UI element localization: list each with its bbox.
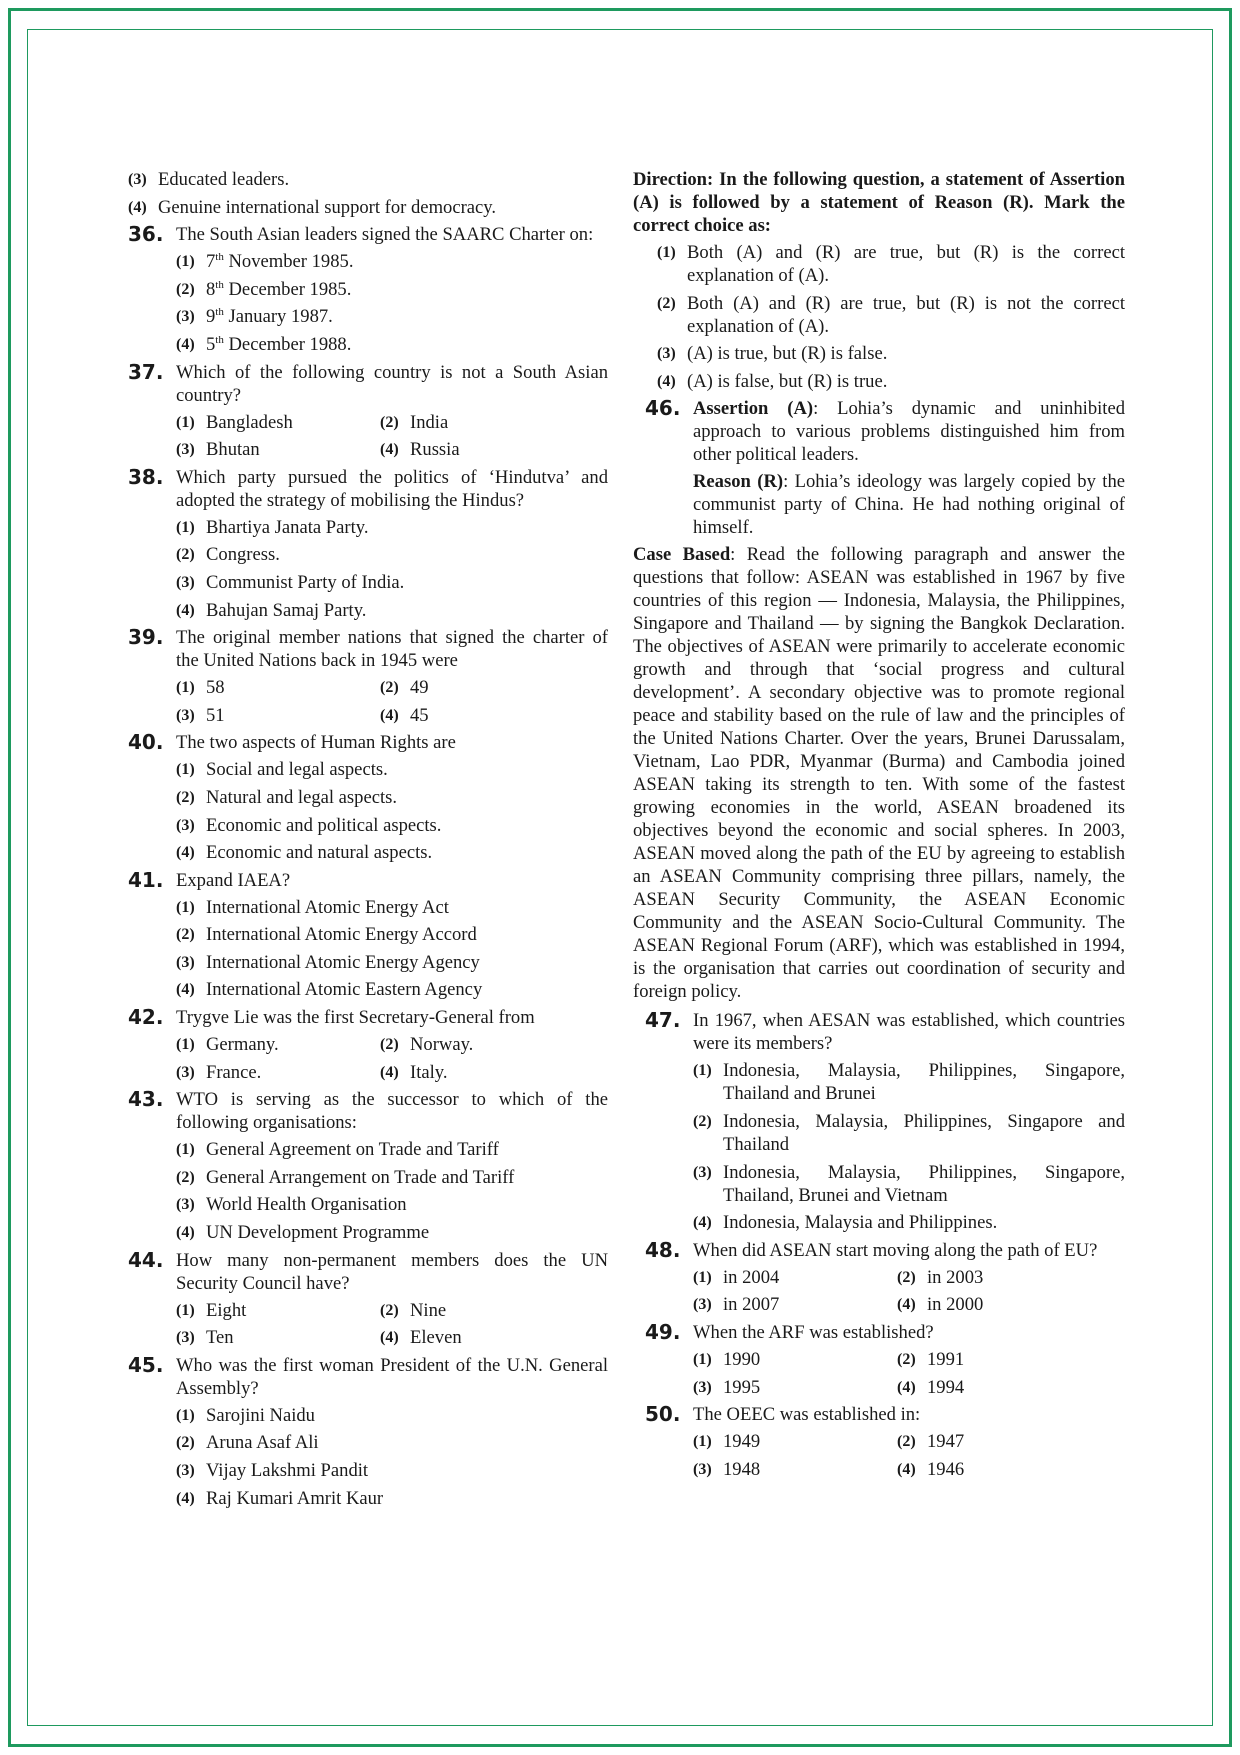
option-text: Congress. bbox=[206, 544, 280, 566]
option bbox=[176, 841, 608, 864]
option-number: (4) bbox=[380, 441, 399, 459]
option bbox=[176, 676, 380, 699]
option-number: (2) bbox=[380, 413, 399, 431]
option bbox=[657, 241, 1125, 287]
option-text: 1994 bbox=[927, 1376, 965, 1398]
option-number: (1) bbox=[176, 1406, 195, 1424]
options bbox=[693, 1266, 1125, 1317]
option-number: (2) bbox=[176, 280, 195, 298]
option-number: (4) bbox=[897, 1296, 916, 1314]
options bbox=[176, 758, 608, 864]
option bbox=[897, 1293, 1125, 1316]
option-number: (4) bbox=[176, 1224, 195, 1242]
option-text: Communist Party of India. bbox=[206, 571, 405, 593]
option-date: December 1985. bbox=[223, 278, 352, 300]
option-text: International Atomic Energy Accord bbox=[206, 924, 477, 946]
option-number: (3) bbox=[176, 1063, 195, 1081]
option-text: Natural and legal aspects. bbox=[206, 786, 398, 808]
option-text: International Atomic Energy Act bbox=[206, 896, 449, 918]
option-number: (4) bbox=[176, 601, 195, 619]
option bbox=[176, 1459, 608, 1482]
option bbox=[176, 543, 608, 566]
option-text: Economic and natural aspects. bbox=[206, 842, 433, 864]
option-text: (A) is false, but (R) is true. bbox=[687, 370, 888, 392]
option-text: 1948 bbox=[723, 1458, 761, 1480]
option bbox=[176, 1193, 608, 1216]
option-text: 1947 bbox=[927, 1431, 965, 1453]
option-text: 1995 bbox=[723, 1376, 761, 1398]
option-number: (2) bbox=[176, 1168, 195, 1186]
direction-options bbox=[633, 241, 1125, 393]
direction-text: Direction: In the following question, a statement of Assertion (A) is followed by a statement of Reason (R). Mark the correct choice as: bbox=[633, 169, 1125, 236]
option-text: Indonesia, Malaysia, Philippines, Singapore, Thailand, Brunei and Vietnam bbox=[723, 1161, 1125, 1206]
option bbox=[380, 676, 608, 699]
option bbox=[693, 1110, 1125, 1156]
right-column bbox=[633, 168, 1125, 1485]
option-number: (1) bbox=[693, 1433, 712, 1451]
question-number: 37. bbox=[128, 359, 164, 384]
option bbox=[176, 278, 608, 301]
question-text: When did ASEAN start moving along the path of EU? bbox=[693, 1239, 1098, 1261]
option-number: (4) bbox=[176, 844, 195, 862]
option-number: (2) bbox=[380, 679, 399, 697]
question-number: 49. bbox=[645, 1319, 681, 1344]
reason-text: : Lohia’s ideology was largely copied by the communist party of China. He had nothing original of himself. bbox=[693, 471, 1126, 539]
option bbox=[176, 571, 608, 594]
option-number: (1) bbox=[176, 413, 195, 431]
question-text: Which party pursued the politics of ‘Hindutva’ and adopted the strategy of mobilising the Hindus? bbox=[176, 466, 608, 511]
question-38 bbox=[128, 466, 608, 622]
question-text: How many non-permanent members does the UN Security Council have? bbox=[176, 1249, 608, 1294]
option bbox=[176, 250, 608, 273]
option-text: Genuine international support for democracy. bbox=[158, 196, 497, 218]
option-text: Raj Kumari Amrit Kaur bbox=[206, 1487, 384, 1509]
option-number: (1) bbox=[693, 1268, 712, 1286]
reason bbox=[693, 470, 1125, 539]
option bbox=[380, 1299, 608, 1322]
question-40 bbox=[128, 731, 608, 864]
option-number: (1) bbox=[176, 253, 195, 271]
option-number: (3) bbox=[693, 1460, 712, 1478]
option bbox=[176, 1487, 608, 1510]
option bbox=[657, 342, 1125, 365]
option-text: Indonesia, Malaysia, Philippines, Singapore, Thailand and Brunei bbox=[723, 1060, 1125, 1105]
option-number: (1) bbox=[176, 1301, 195, 1319]
question-36 bbox=[128, 223, 608, 356]
option-text: Indonesia, Malaysia, Philippines, Singapore and Thailand bbox=[723, 1110, 1125, 1155]
option-text: Indonesia, Malaysia and Philippines. bbox=[723, 1212, 998, 1234]
option-number: (2) bbox=[176, 1434, 195, 1452]
option-number: (3) bbox=[693, 1296, 712, 1314]
option-text: General Arrangement on Trade and Tariff bbox=[206, 1166, 515, 1188]
question-45 bbox=[128, 1354, 608, 1510]
option bbox=[380, 1061, 608, 1084]
question-text: When the ARF was established? bbox=[693, 1321, 934, 1343]
question-text: Who was the first woman President of the U.N. General Assembly? bbox=[176, 1354, 608, 1399]
option-number: (1) bbox=[176, 518, 195, 536]
question-46 bbox=[633, 397, 1125, 539]
option bbox=[693, 1161, 1125, 1207]
assertion-text: : Lohia’s dynamic and uninhibited approach to various problems distinguished him from other political leaders. bbox=[693, 398, 1125, 466]
option-number: (3) bbox=[176, 441, 195, 459]
case-paragraph bbox=[633, 543, 1125, 1003]
question-number: 48. bbox=[645, 1237, 681, 1262]
case-label: Case Based bbox=[633, 544, 731, 566]
question-42 bbox=[128, 1006, 608, 1084]
option bbox=[176, 1326, 380, 1349]
option-text: Sarojini Naidu bbox=[206, 1404, 315, 1426]
option-number: (4) bbox=[693, 1214, 712, 1232]
option-number: (3) bbox=[176, 308, 195, 326]
option bbox=[897, 1430, 1125, 1453]
option bbox=[176, 1061, 380, 1084]
option-number: (4) bbox=[176, 335, 195, 353]
option-day: 5 bbox=[206, 333, 216, 355]
option-number: (4) bbox=[897, 1460, 916, 1478]
option bbox=[657, 292, 1125, 338]
options bbox=[176, 1404, 608, 1510]
option-number: (4) bbox=[128, 198, 147, 216]
options bbox=[176, 1138, 608, 1244]
question-number: 42. bbox=[128, 1005, 164, 1030]
option-number: (2) bbox=[657, 294, 676, 312]
option bbox=[176, 786, 608, 809]
option-number: (3) bbox=[128, 171, 147, 188]
question-number: 41. bbox=[128, 867, 164, 892]
option bbox=[693, 1059, 1125, 1105]
option bbox=[176, 814, 608, 837]
options bbox=[176, 676, 608, 727]
option bbox=[693, 1293, 897, 1316]
option-number: (1) bbox=[693, 1062, 712, 1080]
option-number: (1) bbox=[176, 1036, 195, 1054]
question-text: The South Asian leaders signed the SAARC Charter on: bbox=[176, 224, 594, 246]
option bbox=[176, 305, 608, 328]
option bbox=[176, 438, 380, 461]
question-text: Which of the following country is not a South Asian country? bbox=[176, 361, 608, 406]
question-number: 45. bbox=[128, 1352, 164, 1377]
options bbox=[176, 1299, 608, 1350]
assertion bbox=[693, 397, 1125, 466]
option bbox=[897, 1266, 1125, 1289]
option-number: (3) bbox=[176, 953, 195, 971]
option bbox=[380, 411, 608, 434]
option-text: Eight bbox=[206, 1299, 247, 1321]
option-text: UN Development Programme bbox=[206, 1222, 430, 1244]
option bbox=[176, 758, 608, 781]
option-text: in 2003 bbox=[927, 1266, 984, 1288]
question-text: In 1967, when AESAN was established, which countries were its members? bbox=[693, 1010, 1125, 1055]
option-text: Bahujan Samaj Party. bbox=[206, 599, 367, 621]
option bbox=[380, 704, 608, 727]
option-number: (4) bbox=[380, 706, 399, 724]
option bbox=[897, 1348, 1125, 1371]
question-text: The original member nations that signed the charter of the United Nations back in 1945 were bbox=[176, 627, 608, 672]
option-text: Eleven bbox=[410, 1327, 462, 1349]
option bbox=[128, 168, 608, 191]
question-text: The OEEC was established in: bbox=[693, 1404, 921, 1426]
option-text: International Atomic Eastern Agency bbox=[206, 979, 483, 1001]
option-number: (2) bbox=[176, 546, 195, 564]
option bbox=[176, 411, 380, 434]
question-48 bbox=[633, 1239, 1125, 1317]
option bbox=[176, 1033, 380, 1056]
option-day: 7 bbox=[206, 251, 216, 273]
option-number: (2) bbox=[897, 1433, 916, 1451]
option bbox=[693, 1376, 897, 1399]
options bbox=[176, 896, 608, 1002]
option-number: (3) bbox=[176, 816, 195, 834]
option-text: 51 bbox=[206, 704, 225, 726]
option-text: Ten bbox=[206, 1327, 234, 1349]
option-text: 1946 bbox=[927, 1458, 965, 1480]
option-text: Aruna Asaf Ali bbox=[206, 1432, 319, 1454]
option-number: (4) bbox=[897, 1378, 916, 1396]
option bbox=[380, 438, 608, 461]
option-text: 45 bbox=[410, 704, 429, 726]
question-number: 46. bbox=[645, 396, 681, 421]
question-text: The two aspects of Human Rights are bbox=[176, 732, 456, 754]
option-ordinal: th bbox=[215, 333, 224, 346]
option-text: in 2004 bbox=[723, 1266, 780, 1288]
option bbox=[897, 1458, 1125, 1481]
option bbox=[176, 599, 608, 622]
question-41 bbox=[128, 869, 608, 1002]
option bbox=[176, 704, 380, 727]
option-text: in 2007 bbox=[723, 1294, 780, 1316]
question-37 bbox=[128, 361, 608, 462]
options bbox=[176, 1033, 608, 1084]
option-number: (3) bbox=[693, 1163, 712, 1181]
option-number: (1) bbox=[693, 1350, 712, 1368]
option-text: Norway. bbox=[410, 1034, 474, 1056]
option-text: in 2000 bbox=[927, 1294, 984, 1316]
option-text: Bhutan bbox=[206, 439, 260, 461]
option bbox=[128, 196, 608, 219]
continued-options bbox=[128, 168, 608, 219]
question-number: 36. bbox=[128, 222, 164, 247]
option-number: (2) bbox=[693, 1112, 712, 1130]
option-text: World Health Organisation bbox=[206, 1194, 407, 1216]
options bbox=[693, 1348, 1125, 1399]
option bbox=[693, 1430, 897, 1453]
option-text: (A) is true, but (R) is false. bbox=[687, 343, 888, 365]
option bbox=[176, 1299, 380, 1322]
option-number: (1) bbox=[176, 679, 195, 697]
question-text: WTO is serving as the successor to which of the following organisations: bbox=[176, 1089, 608, 1134]
option-number: (4) bbox=[176, 981, 195, 999]
option bbox=[176, 1166, 608, 1189]
question-49 bbox=[633, 1321, 1125, 1399]
option-text: Vijay Lakshmi Pandit bbox=[206, 1460, 369, 1481]
option-number: (1) bbox=[176, 1141, 195, 1159]
option-text: Nine bbox=[410, 1299, 447, 1321]
option-text: General Agreement on Trade and Tariff bbox=[206, 1139, 499, 1161]
option-ordinal: th bbox=[215, 306, 224, 319]
question-number: 40. bbox=[128, 730, 164, 755]
option bbox=[380, 1033, 608, 1056]
options bbox=[176, 250, 608, 356]
option bbox=[657, 370, 1125, 393]
option-number: (3) bbox=[176, 573, 195, 591]
option-text: Russia bbox=[410, 439, 460, 461]
option-number: (4) bbox=[380, 1063, 399, 1081]
option bbox=[176, 1431, 608, 1454]
option bbox=[380, 1326, 608, 1349]
question-text: Expand IAEA? bbox=[176, 869, 291, 891]
question-number: 39. bbox=[128, 625, 164, 650]
question-43 bbox=[128, 1088, 608, 1244]
option-text: Both (A) and (R) are true, but (R) is not the correct explanation of (A). bbox=[687, 292, 1125, 337]
question-47 bbox=[633, 1009, 1125, 1234]
option bbox=[176, 923, 608, 946]
option-text: Italy. bbox=[410, 1061, 448, 1083]
option-text: Economic and political aspects. bbox=[206, 814, 442, 836]
options bbox=[693, 1430, 1125, 1481]
question-number: 43. bbox=[128, 1087, 164, 1112]
option-text: Social and legal aspects. bbox=[206, 759, 388, 781]
option-number: (2) bbox=[897, 1350, 916, 1368]
option bbox=[176, 516, 608, 539]
option-text: Bhartiya Janata Party. bbox=[206, 516, 369, 538]
option-number: (3) bbox=[176, 706, 195, 724]
option-date: December 1988. bbox=[223, 333, 352, 355]
option bbox=[176, 951, 608, 974]
option bbox=[693, 1348, 897, 1371]
option-text: 1990 bbox=[723, 1348, 761, 1370]
options bbox=[176, 411, 608, 462]
option-text: 49 bbox=[410, 677, 429, 699]
option-number: (2) bbox=[380, 1301, 399, 1319]
question-number: 47. bbox=[645, 1008, 681, 1033]
option bbox=[176, 978, 608, 1001]
option-text: France. bbox=[206, 1061, 262, 1083]
option-number: (3) bbox=[657, 345, 676, 363]
option-number: (3) bbox=[176, 1196, 195, 1214]
case-text: : Read the following paragraph and answer the questions that follow: ASEAN was established in 1967 by five countries of this region — Indonesia, Malaysia, the Philippines, Singapore and Thailand — by signing the Bangkok Declaration. The objectives of ASEAN were primarily to accelerate economic growth and through that ‘social progress and cultural development’. A secondary objective was to promote regional peace and stability based on the rule of law and the principles of the United Nations Charter. Over the years, Brunei Darussalam, Vietnam, Lao PDR, Myanmar (Burma) and Cambodia joined ASEAN taking its strength to ten. With some of the fastest growing economies in the world, ASEAN broadened its objectives beyond the economic and social spheres. In 2003, ASEAN moved along the path of the EU by agreeing to establish an ASEAN Community comprising three pillars, namely, the ASEAN Security Community, the ASEAN Economic Community and the ASEAN Socio-Cultural Community. The ASEAN Regional Forum (ARF), which was established in 1994, is the organisation that carries out coordination of security and foreign policy. bbox=[633, 544, 1125, 1003]
question-text: Trygve Lie was the first Secretary-General from bbox=[176, 1007, 535, 1029]
option-number: (4) bbox=[176, 1489, 195, 1507]
reason-label: Reason (R) bbox=[693, 471, 784, 493]
option-text: 58 bbox=[206, 677, 225, 699]
option-ordinal: th bbox=[215, 278, 224, 291]
option-date: November 1985. bbox=[223, 251, 354, 273]
question-44 bbox=[128, 1249, 608, 1350]
options bbox=[693, 1059, 1125, 1234]
option-text: 1991 bbox=[927, 1348, 965, 1370]
option-number: (1) bbox=[657, 244, 676, 261]
assertion-label: Assertion (A) bbox=[693, 398, 814, 420]
option-number: (2) bbox=[380, 1036, 399, 1054]
option-text: Both (A) and (R) are true, but (R) is the correct explanation of (A). bbox=[687, 242, 1125, 286]
option bbox=[176, 896, 608, 919]
option-number: (1) bbox=[176, 761, 195, 779]
option-number: (2) bbox=[176, 788, 195, 806]
question-39 bbox=[128, 626, 608, 727]
question-number: 44. bbox=[128, 1247, 164, 1272]
option-ordinal: th bbox=[215, 251, 224, 263]
option bbox=[176, 1138, 608, 1161]
option-number: (3) bbox=[176, 1462, 195, 1479]
option-text: Educated leaders. bbox=[158, 169, 290, 190]
option-number: (4) bbox=[657, 372, 676, 390]
option-number: (1) bbox=[176, 898, 195, 916]
left-column bbox=[128, 168, 608, 1514]
question-50 bbox=[633, 1403, 1125, 1481]
option-text: 1949 bbox=[723, 1431, 761, 1453]
option-text: International Atomic Energy Agency bbox=[206, 951, 480, 973]
option-number: (2) bbox=[897, 1268, 916, 1286]
option-number: (3) bbox=[176, 1329, 195, 1347]
option bbox=[897, 1376, 1125, 1399]
option-day: 8 bbox=[206, 278, 216, 300]
option-number: (3) bbox=[693, 1378, 712, 1396]
option bbox=[176, 333, 608, 356]
option-text: India bbox=[410, 411, 449, 433]
option bbox=[176, 1404, 608, 1427]
option-day: 9 bbox=[206, 306, 216, 328]
option bbox=[176, 1221, 608, 1244]
option bbox=[693, 1458, 897, 1481]
question-number: 50. bbox=[645, 1402, 681, 1427]
option bbox=[693, 1211, 1125, 1234]
option-date: January 1987. bbox=[223, 306, 333, 328]
option-number: (2) bbox=[176, 926, 195, 944]
option-text: Bangladesh bbox=[206, 411, 293, 433]
option-number: (4) bbox=[380, 1329, 399, 1347]
option bbox=[693, 1266, 897, 1289]
question-number: 38. bbox=[128, 464, 164, 489]
option-text: Germany. bbox=[206, 1034, 279, 1056]
options bbox=[176, 516, 608, 622]
